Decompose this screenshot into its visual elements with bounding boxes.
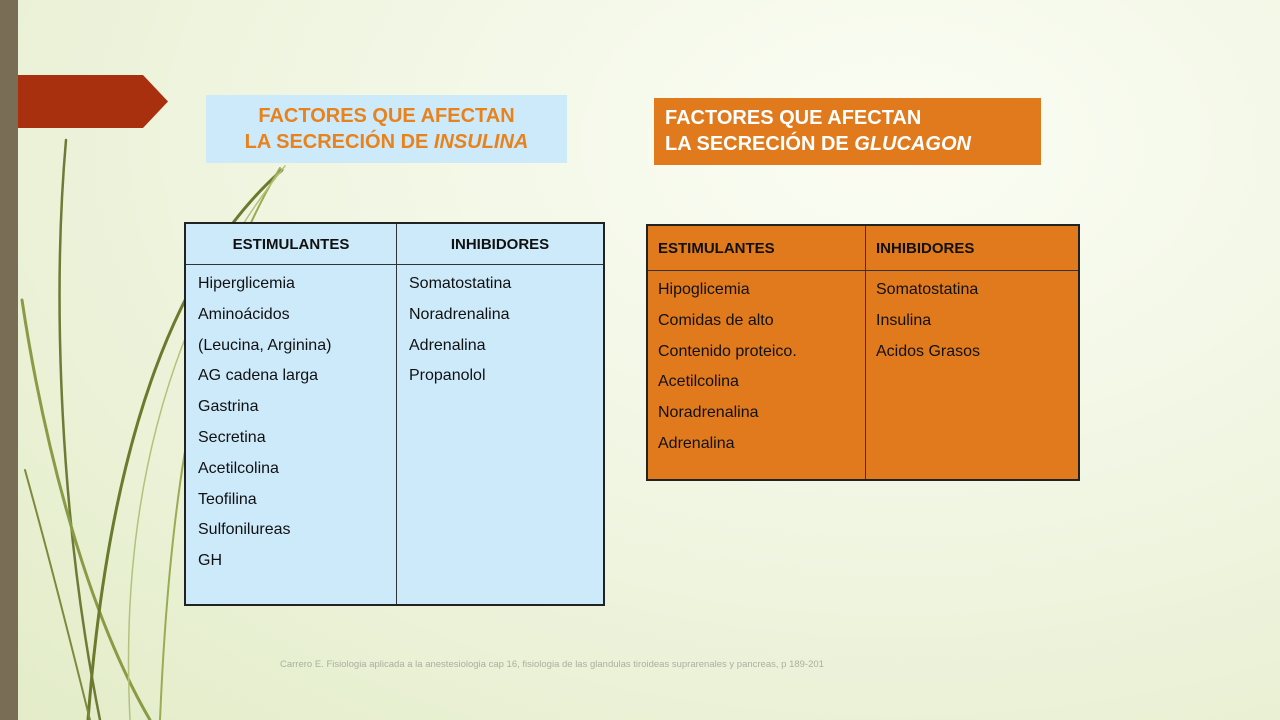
glucagon-inhibidores-cell: [866, 271, 1080, 481]
list-item: Somatostatina: [409, 275, 512, 292]
list-item: (Leucina, Arginina): [198, 336, 332, 354]
list-item: Contenido proteico.: [658, 342, 797, 360]
left-side-bar: [0, 0, 18, 720]
glucagon-estimulantes-cell: [647, 271, 866, 481]
glucagon-title-prefix: LA SECRECIÓN DE: [665, 133, 855, 155]
insulina-title-hormone: INSULINA: [433, 131, 529, 153]
insulina-header-inhibidores: INHIBIDORES: [397, 223, 605, 265]
list-item: Gastrina: [198, 398, 259, 416]
insulina-factors-table: [184, 222, 605, 606]
list-item: Adrenalina: [658, 434, 735, 452]
list-item: Somatostatina: [876, 281, 979, 298]
insulina-title-line1: FACTORES QUE AFECTAN: [258, 105, 515, 127]
list-item: Secretina: [198, 428, 266, 446]
glucagon-title: [654, 98, 1041, 165]
list-item: Insulina: [876, 311, 932, 329]
list-item: AG cadena larga: [198, 367, 319, 385]
glucagon-title-line1: FACTORES QUE AFECTAN: [665, 107, 922, 129]
list-item: Aminoácidos: [198, 305, 290, 323]
list-item: Adrenalina: [409, 336, 486, 354]
arrow-tab-shape: [18, 75, 168, 128]
glucagon-header-inhibidores: INHIBIDORES: [866, 225, 1080, 271]
list-item: Acetilcolina: [658, 373, 739, 391]
list-item: GH: [198, 552, 222, 570]
list-item: Teofilina: [198, 490, 257, 508]
list-item: Hiperglicemia: [198, 275, 295, 292]
citation-footer: Carrero E. Fisiologia aplicada a la anestesiologia cap 16, fisiologia de las glandulas tiroideas suprarenales y pancreas, p 189-201: [280, 659, 824, 670]
insulina-header-estimulantes: ESTIMULANTES: [185, 223, 397, 265]
list-item: Noradrenalina: [409, 305, 510, 323]
list-item: Noradrenalina: [658, 404, 759, 422]
list-item: Comidas de alto: [658, 311, 774, 329]
glucagon-title-hormone: GLUCAGON: [854, 133, 971, 155]
list-item: Propanolol: [409, 367, 486, 385]
list-item: Hipoglicemia: [658, 281, 750, 298]
insulina-title-line2: [206, 129, 567, 155]
list-item: Sulfonilureas: [198, 521, 291, 539]
glucagon-header-estimulantes: ESTIMULANTES: [647, 225, 866, 271]
glucagon-factors-table: [646, 224, 1080, 481]
insulina-title: [206, 95, 567, 163]
list-item: Acetilcolina: [198, 459, 279, 477]
insulina-estimulantes-cell: [185, 265, 397, 606]
list-item: Acidos Grasos: [876, 342, 981, 360]
glucagon-title-line2: [665, 131, 1041, 157]
insulina-title-prefix: LA SECRECIÓN DE: [244, 131, 434, 153]
insulina-inhibidores-cell: [397, 265, 605, 606]
